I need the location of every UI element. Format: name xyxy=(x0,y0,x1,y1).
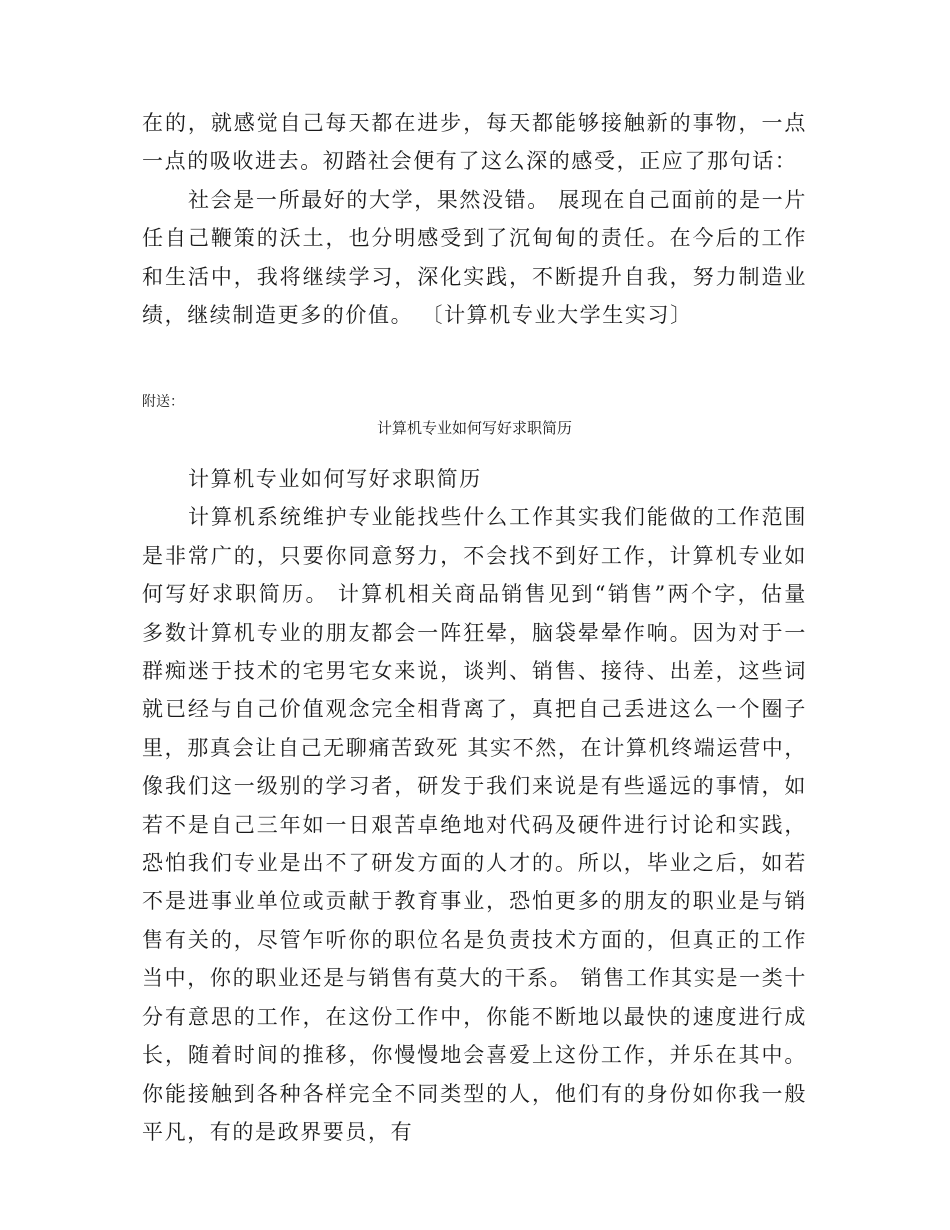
top-section xyxy=(142,104,807,334)
article-heading: 计算机专业如何写好求职简历 xyxy=(188,467,482,491)
closing-paragraph: 社会是一所最好的大学，果然没错。 展现在自己面前的是一片任自己鞭策的沃土，也分明感受到了沉甸甸的责任。在今后的工作和生活中，我将继续学习，深化实践，不断提升自我，努力制造业绩，继续制造更多的价值。 〔计算机专业大学生实习〕 xyxy=(142,187,807,328)
continued-paragraph: 在的，就感觉自己每天都在进步，每天都能够接触新的事物，一点一点的吸收进去。初踏社会便有了这么深的感受，正应了那句话： xyxy=(142,111,807,174)
article-section xyxy=(142,460,807,1151)
article-paragraph: 计算机系统维护专业能找些什么工作其实我们能做的工作范围是非常广的，只要你同意努力，不会找不到好工作，计算机专业如何写好求职简历。 计算机相关商品销售见到“销售”两个字，估量多数计算机专业的朋友都会一阵狂晕，脑袋晕晕作响。因为对于一群痴迷于技术的宅男宅女来说，谈判、销售、接待、出差，这些词就已经与自己价值观念完全相背离了，真把自己丢进这么一个圈子里，那真会让自己无聊痛苦致死 其实不然，在计算机终端运营中，像我们这一级别的学习者，研发于我们来说是有些遥远的事情，如若不是自己三年如一日艰苦卓绝地对代码及硬件进行讨论和实践，恐怕我们专业是出不了研发方面的人才的。所以，毕业之后，如若不是进事业单位或贡献于教育事业，恐怕更多的朋友的职业是与销售有关的，尽管乍听你的职位名是负责技术方面的，但真正的工作当中，你的职业还是与销售有莫大的干系。 销售工作其实是一类十分有意思的工作，在这份工作中，你能不断地以最快的速度进行成长，随着时间的推移，你慢慢地会喜爱上这份工作，并乐在其中。你能接触到各种各样完全不同类型的人，他们有的身份如你我一般平凡，有的是政界要员，有 xyxy=(142,505,807,1144)
appendix-label: 附送： xyxy=(142,394,184,410)
appendix-title: 计算机专业如何写好求职简历 xyxy=(376,419,572,437)
